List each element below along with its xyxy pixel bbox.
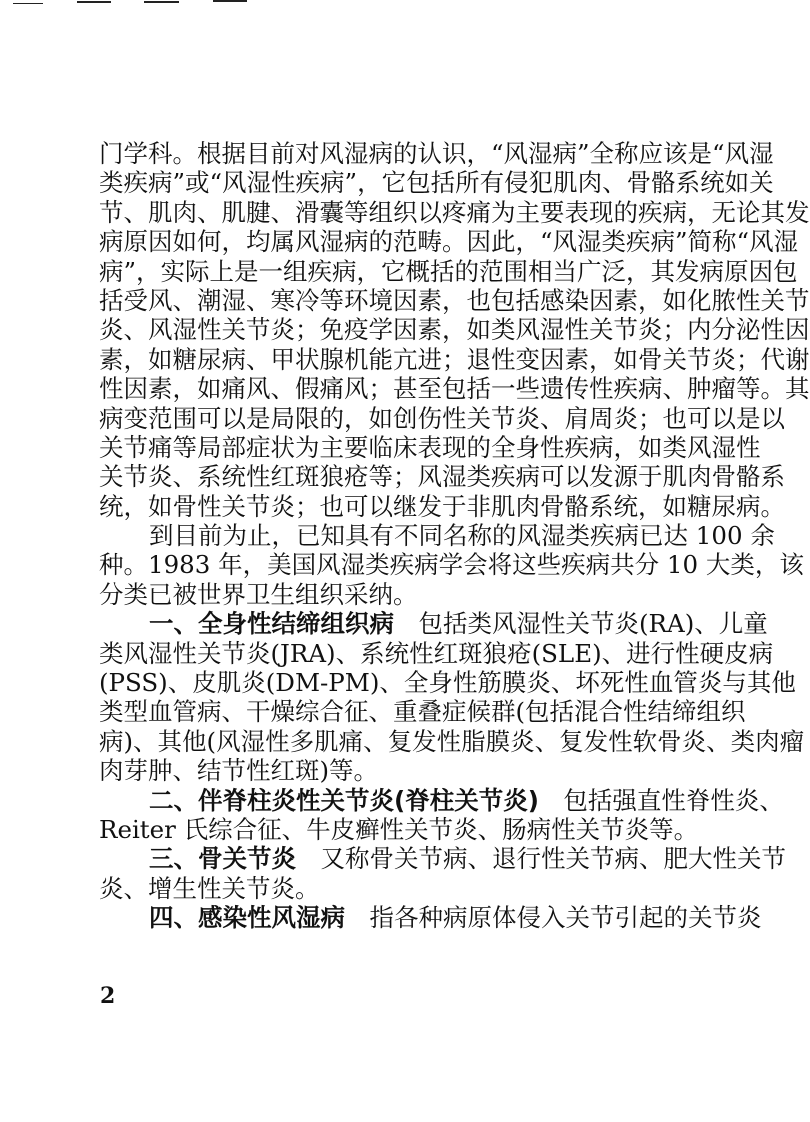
section-heading: 二、伴脊柱炎性关节炎(脊柱关节炎)	[149, 785, 539, 815]
line-text: 关节炎、系统性红斑狼疮等；风湿类疾病可以发源于肌肉骨骼系	[99, 462, 785, 492]
text-line	[99, 903, 762, 933]
section-heading: 一、全身性结缔组织病	[149, 609, 394, 639]
line-text: 类风湿性关节炎(JRA)、系统性红斑狼疮(SLE)、进行性硬皮病	[99, 638, 774, 668]
line-text: 指各种病原体侵入关节引起的关节炎	[345, 903, 762, 933]
line-text: Reiter 氏综合征、牛皮癣性关节炎、肠病性关节炎等。	[99, 814, 699, 844]
text-line	[99, 726, 805, 756]
text-line	[99, 550, 804, 580]
text-line	[99, 227, 799, 257]
text-line	[99, 785, 784, 815]
text-line	[99, 491, 785, 521]
line-text: 又称骨关节病、退行性关节病、肥大性关节	[296, 844, 786, 874]
text-line	[99, 139, 774, 168]
header-rule-2	[77, 1, 111, 3]
body-text	[99, 139, 810, 933]
text-line	[99, 697, 746, 727]
line-text: 病变范围可以是局限的，如创伤性关节炎、肩周炎；也可以是以	[99, 403, 785, 433]
line-text: 括受风、潮湿、寒冷等环境因素，也包括感染因素，如化脓性关节	[99, 285, 810, 315]
line-text: 病原因如何，均属风湿病的范畴。因此，“风湿类疾病”简称“风湿	[99, 227, 799, 257]
text-line	[99, 344, 810, 374]
text-line	[99, 462, 785, 492]
line-text: 类疾病”或“风湿性疾病”，它包括所有侵犯肌肉、骨骼系统如关	[99, 168, 774, 198]
line-text: 性因素，如痛风、假痛风；甚至包括一些遗传性疾病、肿瘤等。其	[99, 374, 810, 404]
line-text: 种。1983 年，美国风湿类疾病学会将这些疾病共分 10 大类，该	[99, 550, 804, 580]
header-rule-4	[213, 0, 247, 2]
line-text: 分类已被世界卫生组织采纳。	[99, 579, 418, 609]
text-line	[99, 609, 768, 639]
text-line	[99, 874, 636, 903]
text-line	[99, 668, 796, 698]
line-text: 门学科。根据目前对风湿病的认识，“风湿病”全称应该是“风湿	[99, 139, 774, 168]
line-text: 素，如糖尿病、甲状腺机能亢进；退性变因素，如骨关节炎；代谢	[99, 344, 810, 374]
line-text: 肉芽肿、结节性红斑)等。	[99, 756, 379, 786]
line-text: (PSS)、皮肌炎(DM-PM)、全身性筋膜炎、坏死性血管炎与其他	[99, 668, 796, 698]
text-line	[99, 580, 636, 609]
text-line	[99, 521, 775, 551]
line-text: 类型血管病、干燥综合征、重叠症候群(包括混合性结缔组织	[99, 697, 746, 727]
header-rule-3	[144, 1, 179, 3]
line-text: 到目前为止，已知具有不同名称的风湿类疾病已达 100 余	[149, 521, 775, 551]
section-heading: 三、骨关节炎	[149, 844, 296, 874]
text-line	[99, 844, 786, 874]
text-line	[99, 374, 810, 404]
section-heading: 四、感染性风湿病	[149, 903, 345, 933]
line-text: 病)、其他(风湿性多肌痛、复发性脂膜炎、复发性软骨炎、类肉瘤	[99, 726, 805, 756]
line-text: 炎、风湿性关节炎；免疫学因素，如类风湿性关节炎；内分泌性因	[99, 315, 810, 345]
line-text: 节、肌肉、肌腱、滑囊等组织以疼痛为主要表现的疾病，无论其发	[99, 197, 810, 227]
line-text: 统，如骨性关节炎；也可以继发于非肌肉骨骼系统，如糖尿病。	[99, 491, 785, 521]
line-text: 病”，实际上是一组疾病，它概括的范围相当广泛，其发病原因包	[99, 256, 798, 286]
line-text: 炎、增生性关节炎。	[99, 873, 320, 903]
line-text: 关节痛等局部症状为主要临床表现的全身性疾病，如类风湿性	[99, 432, 761, 462]
line-text: 包括强直性脊性炎、	[538, 785, 784, 815]
text-line	[99, 256, 798, 286]
header-rule-1	[13, 3, 43, 4]
text-line	[99, 638, 774, 668]
text-line	[99, 756, 636, 785]
text-line	[99, 168, 774, 198]
text-line	[99, 403, 785, 433]
text-line	[99, 432, 761, 462]
page-number: 2	[100, 983, 116, 1009]
text-line	[99, 197, 810, 227]
line-text: 包括类风湿性关节炎(RA)、儿童	[394, 609, 768, 639]
text-line	[99, 315, 810, 345]
text-line	[99, 285, 810, 315]
text-line	[99, 814, 699, 844]
